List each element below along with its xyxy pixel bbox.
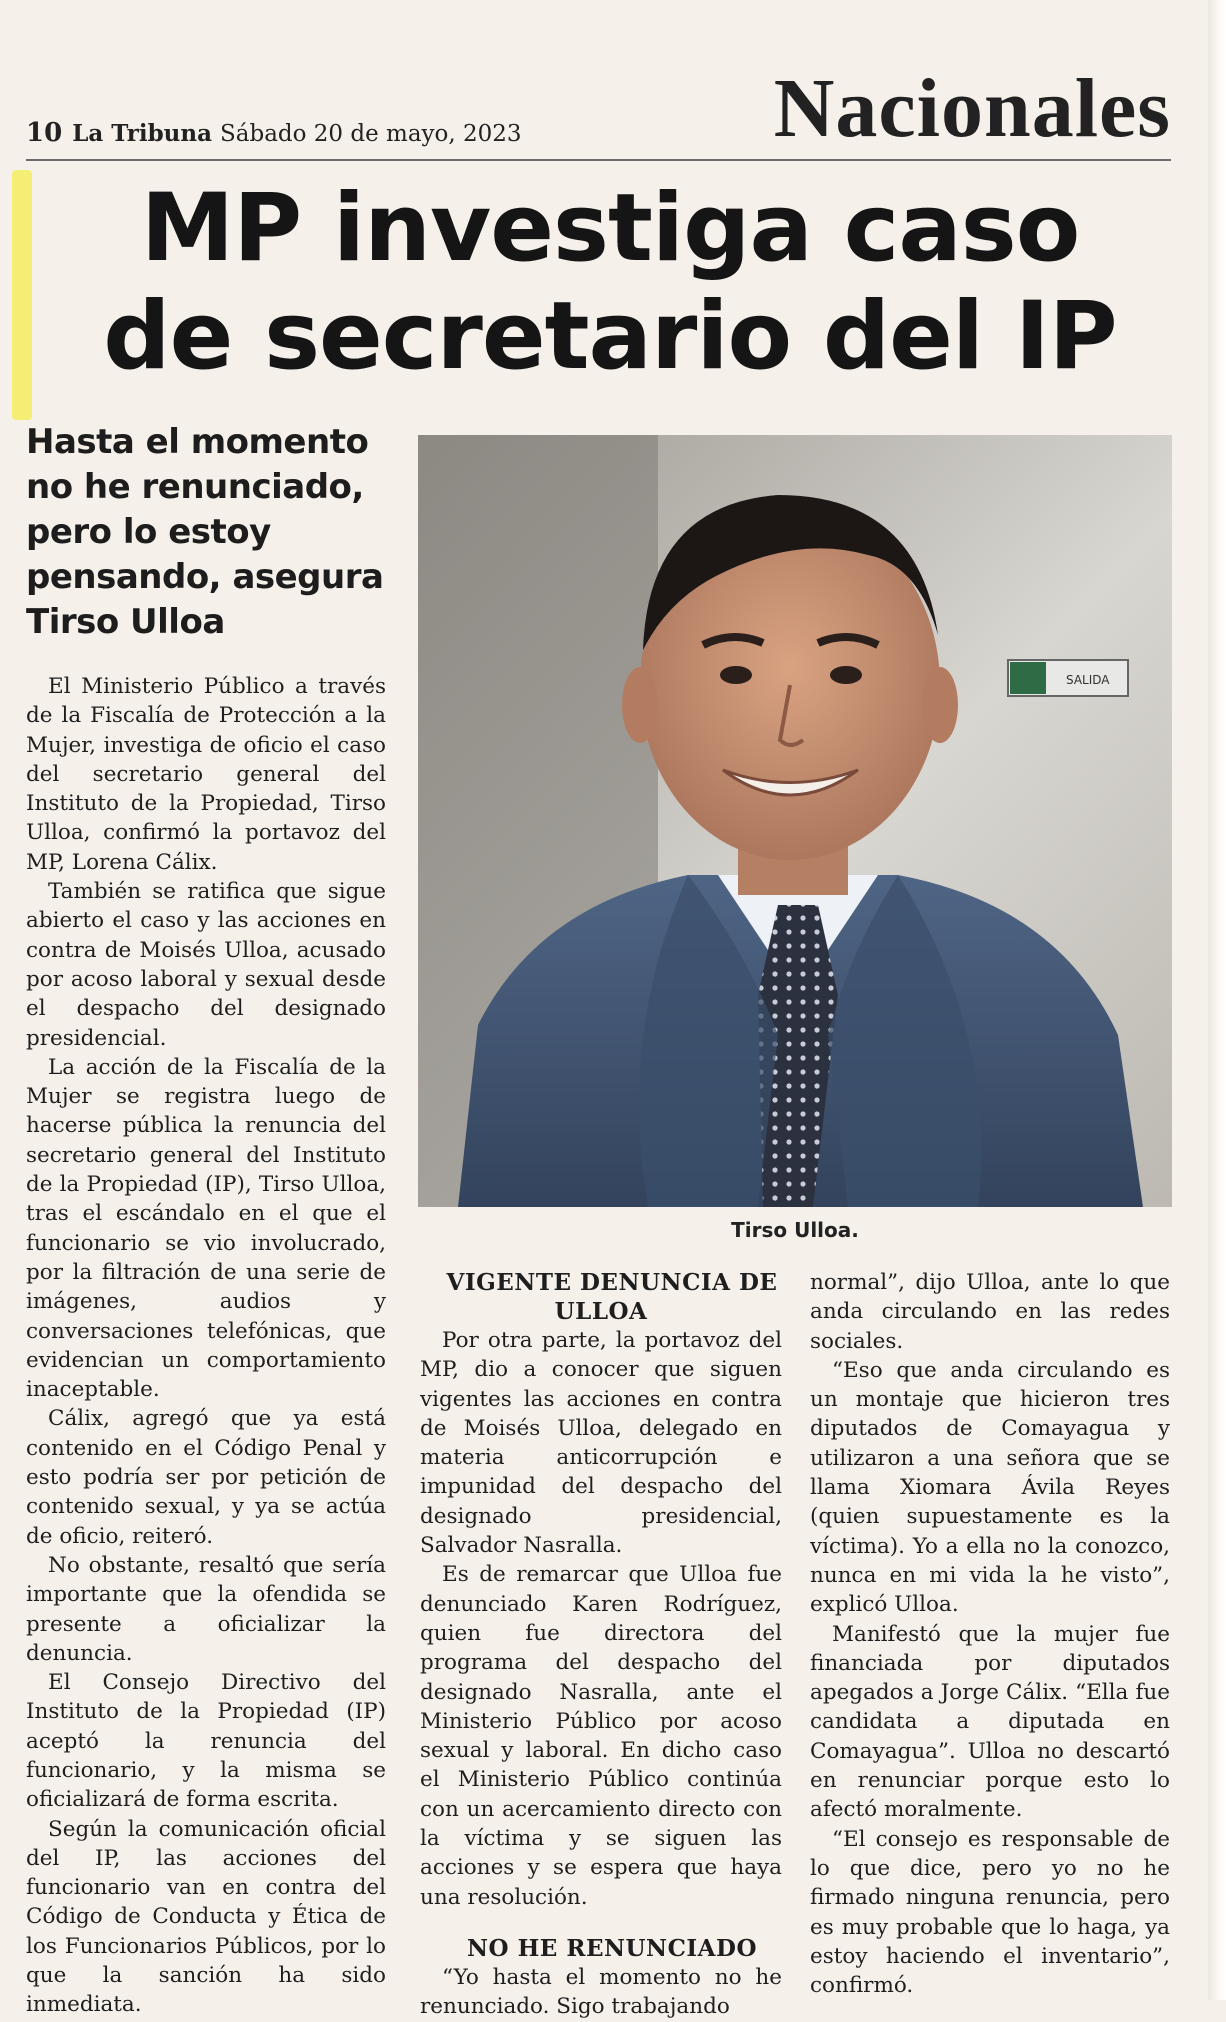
paragraph: Cálix, agregó que ya está contenido en el Código Penal y esto podría ser por petición de contenido sexual, y ya se actúa de oficio, reiteró. (26, 1406, 386, 1549)
paragraph: Según la comunicación oficial del IP, las acciones del funcionario van en contra del Código de Conducta y Ética de los Funcionarios Públicos, por lo que la sanción ha sido inmediata. (26, 1816, 386, 2018)
article-column-2 (420, 1268, 782, 2022)
paragraph: La acción de la Fiscalía de la Mujer se registra luego de hacerse pública la renuncia del secretario general del Instituto de la Propiedad (IP), Tirso Ulloa, tras el escándalo en el que el funcionario se vio involucrado, por la filtración de una serie de imágenes, audios y conversaciones telefónicas, que evidencian un comportamiento inaceptable. (26, 1054, 386, 1403)
issue-date: Sábado 20 de mayo, 2023 (220, 121, 522, 147)
headline (40, 175, 1180, 391)
paragraph: El Ministerio Público a través de la Fiscalía de Protección a la Mujer, investiga de oficio el caso del secretario general del Instituto de la Propiedad, Tirso Ulloa, confirmó la portavoz del MP, Lorena Cálix. (26, 674, 386, 875)
masthead (26, 60, 1171, 160)
paragraph: normal”, dijo Ulloa, ante lo que anda circulando en las redes sociales. (810, 1270, 1170, 1354)
section-title: Nacionales (773, 62, 1171, 155)
deck-subtitle: Hasta el momento no he renunciado, pero lo estoy pensando, asegura Tirso Ulloa (26, 422, 384, 642)
paragraph: Es de remarcar que Ulloa fue denunciado Karen Rodríguez, quien fue directora del programa del despacho del designado Nasralla, ante el Ministerio Público por acoso sexual y laboral. En dicho caso el Ministerio Público continúa con un acercamiento directo con la víctima y se siguen las acciones y se espera que haya una resolución. (420, 1562, 782, 1910)
photo-caption: Tirso Ulloa. (731, 1218, 859, 1242)
folio (26, 118, 522, 148)
newspaper-name: La Tribuna (72, 120, 212, 147)
paragraph: No obstante, resaltó que sería importante que la ofendida se presente a oficializar la denuncia. (26, 1552, 386, 1666)
headline-line-1: MP investiga caso (140, 174, 1080, 283)
headline-line-2: de secretario del IP (103, 282, 1117, 391)
article-column-1 (26, 672, 386, 2020)
paragraph: “Yo hasta el momento no he renunciado. Sigo trabajando (420, 1964, 782, 2020)
subheading: VIGENTE DENUNCIA DE ULLOA (446, 1269, 778, 1325)
portrait-illustration (418, 435, 1172, 1207)
paragraph: Por otra parte, la portavoz del MP, dio a conocer que siguen vigentes las acciones en contra de Moisés Ulloa, delegado en materia anticorrupción e impunidad del despacho del designado presidencial, Salvador Nasralla. (420, 1328, 782, 1559)
article-column-3 (810, 1268, 1170, 2000)
subheading: NO HE RENUNCIADO (467, 1934, 757, 1962)
paragraph: Manifestó que la mujer fue financiada por diputados apegados a Jorge Cálix. “Ella fue candidata a diputada en Comayagua”. Ulloa no descartó en renunciar porque esto lo afectó moralmente. (810, 1621, 1170, 1823)
highlighter-mark (12, 170, 32, 420)
masthead-rule (26, 159, 1171, 161)
paragraph: “El consejo es responsable de lo que dice, pero yo no he firmado ninguna renuncia, pero es muy probable que lo haga, ya estoy haciendo el inventario”, confirmó. (810, 1826, 1170, 1999)
portrait-photo (418, 435, 1172, 1207)
paragraph: El Consejo Directivo del Instituto de la Propiedad (IP) aceptó la renuncia del funcionario, y la misma se oficializará de forma escrita. (26, 1670, 386, 1813)
page-edge (1208, 0, 1226, 2000)
exit-sign-text: SALIDA (1066, 673, 1110, 687)
page-number: 10 (26, 118, 63, 148)
paragraph: “Eso que anda circulando es un montaje que hicieron tres diputados de Comayagua y utilizaron a una señora que se llama Xiomara Ávila Reyes (quien supuestamente es la víctima). Yo a ella no la conozco, nunca en mi vida la he visto”, explicó Ulloa. (810, 1357, 1170, 1618)
paragraph: También se ratifica que sigue abierto el caso y las acciones en contra de Moisés Ulloa, acusado por acoso laboral y sexual desde el despacho del designado presidencial. (26, 879, 386, 1051)
